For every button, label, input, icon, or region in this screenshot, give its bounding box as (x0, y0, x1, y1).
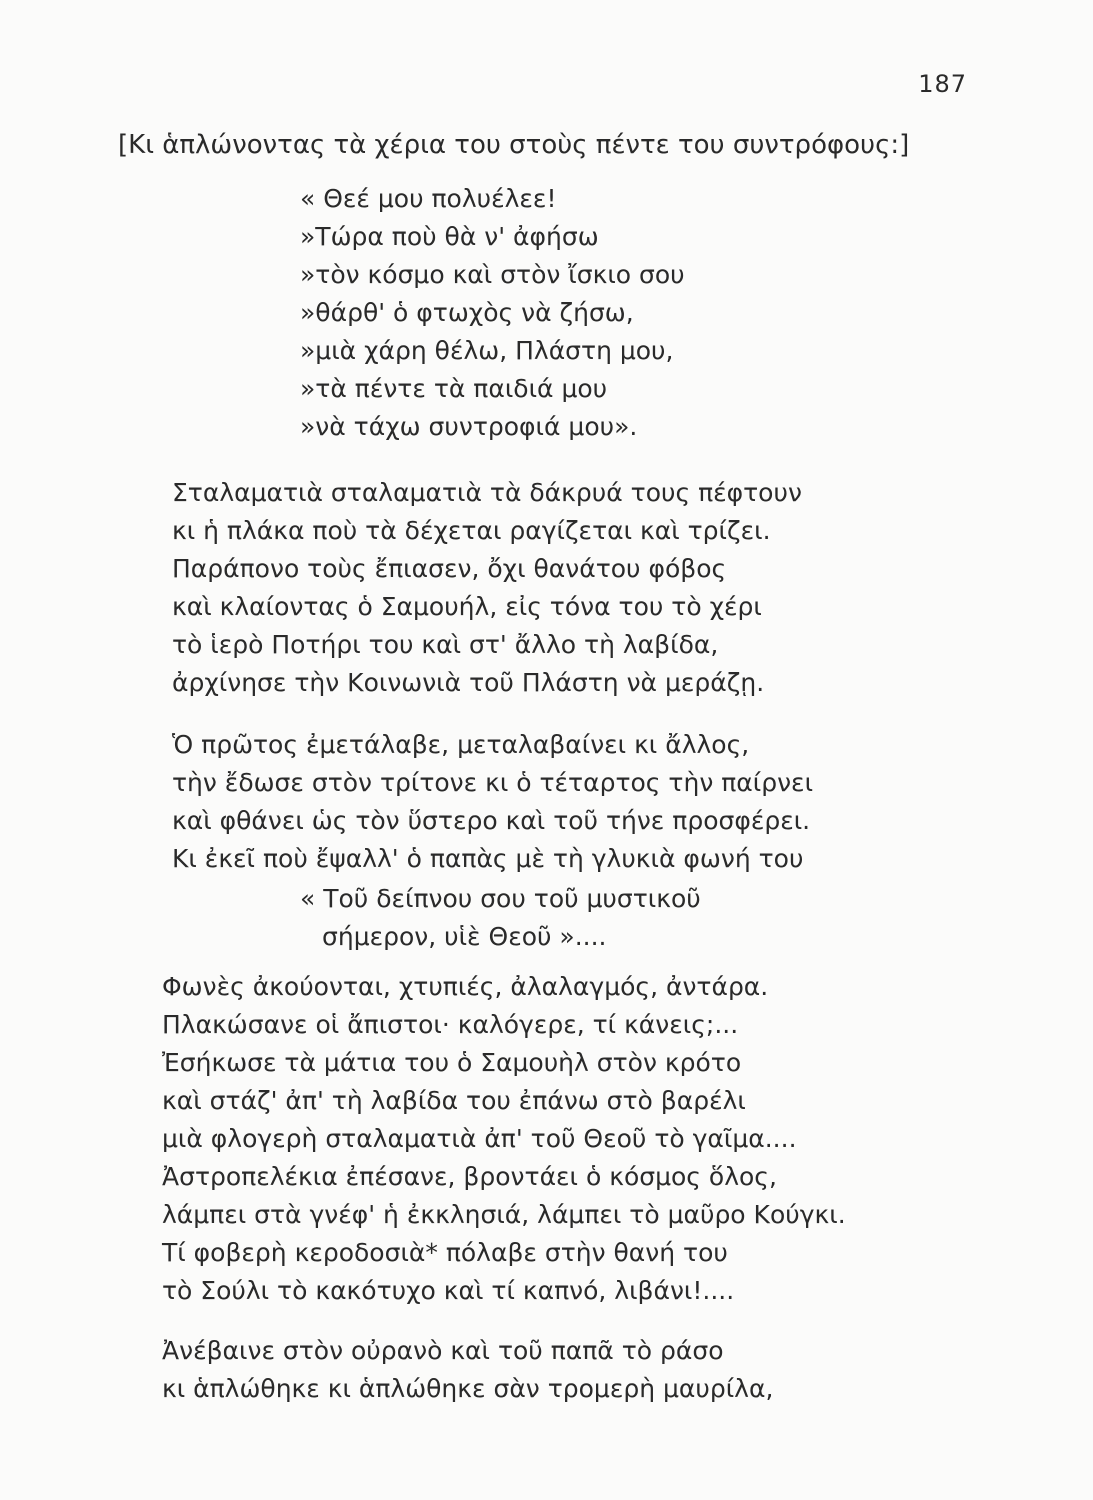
verse-line: κι ἡ πλάκα ποὺ τὰ δέχεται ραγίζεται καὶ τρίζει. (172, 516, 771, 545)
verse-line: Ἐσήκωσε τὰ μάτια του ὁ Σαμουὴλ στὸν κρότο (162, 1048, 742, 1077)
verse-line: λάμπει στὰ γνέφ' ἡ ἐκκλησιά, λάμπει τὸ μαῦρο Κούγκι. (162, 1200, 846, 1229)
verse-line: καὶ στάζ' ἀπ' τὴ λαβίδα του ἐπάνω στὸ βαρέλι (162, 1086, 746, 1115)
prayer-line: »μιὰ χάρη θέλω, Πλάστη μου, (300, 336, 674, 365)
prayer-line: »Τώρα ποὺ θὰ ν' ἀφήσω (300, 222, 599, 251)
prayer-line: « Θεέ μου πολυέλεε! (300, 184, 557, 213)
verse-line: κι ἁπλώθηκε κι ἁπλώθηκε σὰν τρομερὴ μαυρίλα, (162, 1374, 774, 1403)
verse-line: ἀρχίνησε τὴν Κοινωνιὰ τοῦ Πλάστη νὰ μεράζῃ. (172, 668, 765, 697)
prayer-line: »τὸν κόσμο καὶ στὸν ἴσκιο σου (300, 260, 685, 289)
verse-line: Πλακώσανε οἱ ἄπιστοι· καλόγερε, τί κάνεις;... (162, 1010, 739, 1039)
verse-line: Σταλαματιὰ σταλαματιὰ τὰ δάκρυά τους πέφτουν (172, 478, 802, 507)
verse-line: Ἀστροπελέκια ἐπέσανε, βροντάει ὁ κόσμος ὅλος, (162, 1162, 777, 1191)
verse-line: τὸ ἱερὸ Ποτήρι του καὶ στ' ἄλλο τὴ λαβίδα, (172, 630, 719, 659)
verse-line: καὶ φθάνει ὡς τὸν ὕστερο καὶ τοῦ τήνε προσφέρει. (172, 806, 811, 835)
verse-line: Ὁ πρῶτος ἐμετάλαβε, μεταλαβαίνει κι ἄλλος, (172, 730, 750, 759)
verse-line: Παράπονο τοὺς ἔπιασεν, ὄχι θανάτου φόβος (172, 554, 727, 583)
verse-line: Κι ἐκεῖ ποὺ ἔψαλλ' ὁ παπὰς μὲ τὴ γλυκιὰ φωνή του (172, 844, 804, 873)
verse-line: μιὰ φλογερὴ σταλαματιὰ ἀπ' τοῦ Θεοῦ τὸ γαῖμα.... (162, 1124, 797, 1153)
prayer-line: »τὰ πέντε τὰ παιδιά μου (300, 374, 608, 403)
verse-line: τὸ Σούλι τὸ κακότυχο καὶ τί καπνό, λιβάνι!.... (162, 1276, 735, 1305)
verse-line: καὶ κλαίοντας ὁ Σαμουήλ, εἰς τόνα του τὸ χέρι (172, 592, 762, 621)
verse-line: Ἀνέβαινε στὸν οὐρανὸ καὶ τοῦ παπᾶ τὸ ράσο (162, 1336, 724, 1365)
verse-line: Φωνὲς ἀκούονται, χτυπιές, ἀλαλαγμός, ἀντάρα. (162, 972, 769, 1001)
verse-line: Τί φοβερὴ κεροδοσιὰ* πόλαβε στὴν θανή του (162, 1238, 728, 1267)
verse-line: τὴν ἔδωσε στὸν τρίτονε κι ὁ τέταρτος τὴν παίρνει (172, 768, 814, 797)
hymn-line: σήμερον, υἱὲ Θεοῦ ».... (322, 922, 607, 951)
prayer-line: »θάρθ' ὁ φτωχὸς νὰ ζήσω, (300, 298, 634, 327)
hymn-line: « Τοῦ δείπνου σου τοῦ μυστικοῦ (300, 884, 701, 913)
page-number: 187 (918, 70, 967, 98)
stage-direction: [Κι ἁπλώνοντας τὰ χέρια του στοὺς πέντε του συντρόφους:] (118, 130, 910, 160)
prayer-line: »νὰ τάχω συντροφιά μου». (300, 412, 638, 441)
